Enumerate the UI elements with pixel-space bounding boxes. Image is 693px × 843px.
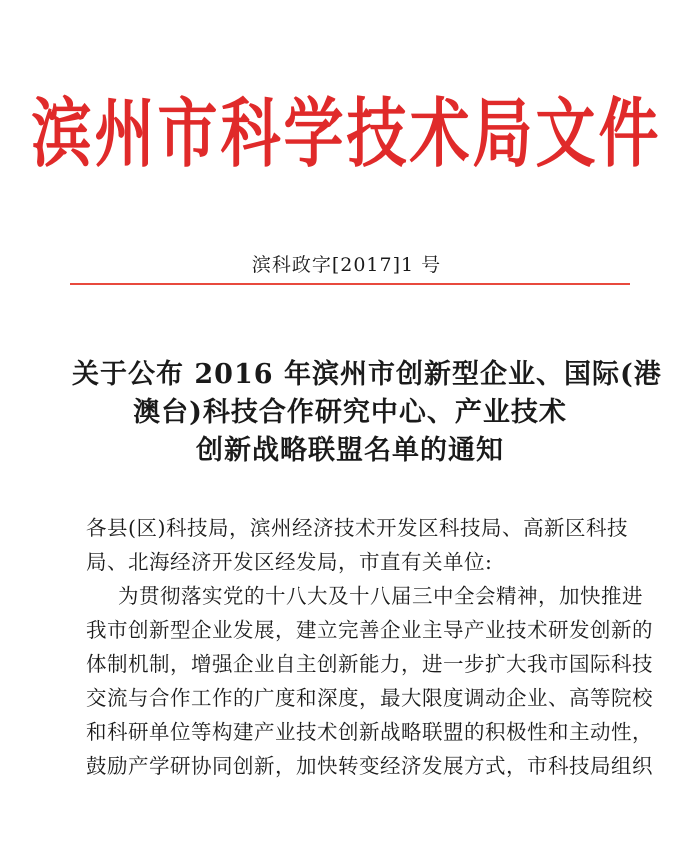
body-paragraph-line: 我市创新型企业发展，建立完善企业主导产业技术研发创新的 (86, 618, 653, 642)
body-paragraph-line: 鼓励产学研协同创新，加快转变经济发展方式，市科技局组织 (86, 754, 653, 778)
body-paragraph-line: 交流与合作工作的广度和深度，最大限度调动企业、高等院校 (86, 686, 653, 710)
document-number: 滨科政字[2017]1 号 (251, 254, 442, 276)
notice-body (86, 511, 653, 783)
addressee-line: 局、北海经济开发区经发局，市直有关单位: (86, 550, 493, 574)
notice-title-line: 澳台)科技合作研究中心、产业技术 (133, 397, 567, 428)
masthead-title: 滨州市科学技术局文件 (31, 90, 662, 179)
addressee-line: 各县(区)科技局，滨州经济技术开发区科技局、高新区科技 (86, 516, 628, 540)
body-paragraph-line: 和科研单位等构建产业技术创新战略联盟的积极性和主动性， (86, 720, 653, 744)
notice-title-line: 创新战略联盟名单的通知 (196, 435, 504, 466)
body-paragraph-line: 体制机制，增强企业自主创新能力，进一步扩大我市国际科技 (86, 652, 653, 676)
body-paragraph-line: 为贯彻落实党的十八大及十八届三中全会精神，加快推进 (118, 584, 643, 608)
notice-title (72, 356, 662, 470)
notice-title-line: 关于公布 2016 年滨州市创新型企业、国际(港 (72, 359, 662, 390)
red-divider-rule (70, 283, 630, 285)
